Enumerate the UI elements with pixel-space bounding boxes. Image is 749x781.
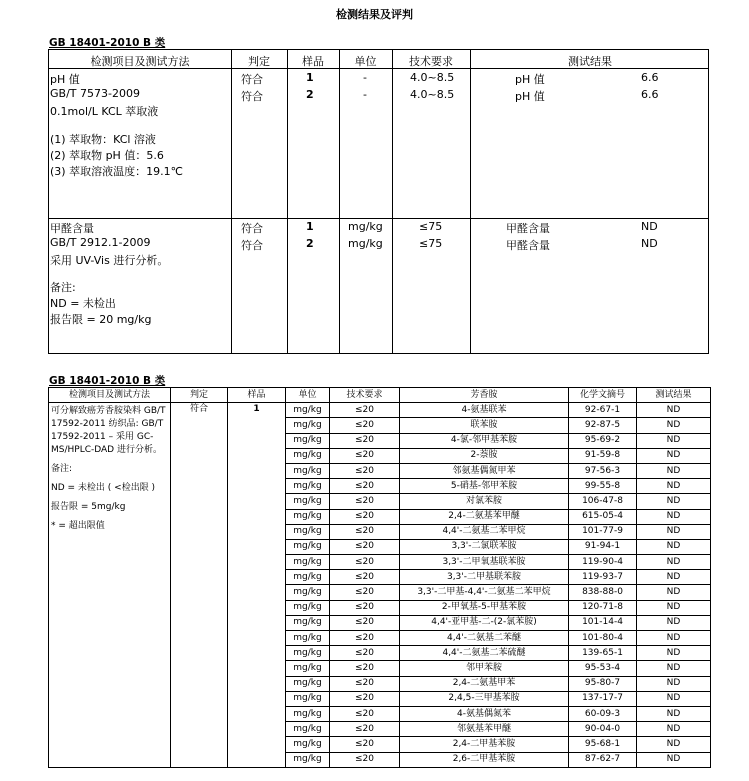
amine-cell: 4-氯-邻甲基苯胺 (400, 433, 569, 448)
result-cell: ND (637, 706, 711, 721)
unit-cell: mg/kg (286, 706, 330, 721)
ph-unit-2: - (363, 88, 367, 101)
ph-note: (1) 萃取物：KCl 溶液 (50, 133, 156, 146)
cas-cell: 615-05-4 (569, 509, 637, 524)
hcho-method-line: GB/T 2912.1-2009 (50, 236, 151, 249)
amine-cell: 2-萘胺 (400, 448, 569, 463)
requirement-cell: ≤20 (330, 691, 400, 706)
unit-cell: mg/kg (286, 585, 330, 600)
hcho-result-2: ND (641, 237, 658, 250)
amine-cell: 4-氨基联苯 (400, 403, 569, 418)
unit-cell: mg/kg (286, 600, 330, 615)
requirement-cell: ≤20 (330, 752, 400, 767)
unit-cell: mg/kg (286, 691, 330, 706)
unit-cell: mg/kg (286, 509, 330, 524)
hcho-note: 备注: (50, 281, 76, 294)
hcho-result-1: ND (641, 220, 658, 233)
note-label: 备注: (51, 464, 73, 475)
ph-result-2: 6.6 (641, 88, 659, 101)
cas-cell: 95-80-7 (569, 676, 637, 691)
hcho-unit-1: mg/kg (348, 220, 383, 233)
ph-note: (2) 萃取物 pH 值：5.6 (50, 149, 164, 162)
unit-cell: mg/kg (286, 661, 330, 676)
result-cell: ND (637, 676, 711, 691)
hcho-note: ND = 未检出 (50, 297, 116, 310)
header-judge: 判定 (248, 55, 270, 68)
unit-cell: mg/kg (286, 539, 330, 554)
cas-cell: 91-94-1 (569, 539, 637, 554)
result-cell: ND (637, 403, 711, 418)
header-unit: 单位 (354, 55, 377, 68)
sample-cell: 1 (228, 403, 286, 768)
requirement-cell: ≤20 (330, 403, 400, 418)
requirement-cell: ≤20 (330, 646, 400, 661)
result-cell: ND (637, 479, 711, 494)
unit-cell: mg/kg (286, 555, 330, 570)
unit-cell: mg/kg (286, 737, 330, 752)
ph-item-1: pH 值 (515, 73, 545, 86)
header-judge: 判定 (171, 388, 228, 403)
unit-cell: mg/kg (286, 418, 330, 433)
requirement-cell: ≤20 (330, 463, 400, 478)
cas-cell: 139-65-1 (569, 646, 637, 661)
amine-cell: 2-甲氧基-5-甲基苯胺 (400, 600, 569, 615)
cas-cell: 60-09-3 (569, 706, 637, 721)
hcho-unit-2: mg/kg (348, 237, 383, 250)
requirement-cell: ≤20 (330, 600, 400, 615)
ph-judge-2: 符合 (241, 90, 263, 103)
amine-cell: 4,4'-二氨基二苯甲烷 (400, 524, 569, 539)
requirement-cell: ≤20 (330, 494, 400, 509)
result-cell: ND (637, 418, 711, 433)
unit-cell: mg/kg (286, 403, 330, 418)
requirement-cell: ≤20 (330, 615, 400, 630)
amine-cell: 5-硝基-邻甲苯胺 (400, 479, 569, 494)
unit-cell: mg/kg (286, 722, 330, 737)
result-cell: ND (637, 631, 711, 646)
amine-cell: 3,3'-二甲基-4,4'-二氨基二苯甲烷 (400, 585, 569, 600)
amine-cell: 邻氨基偶氮甲苯 (400, 463, 569, 478)
result-cell: ND (637, 752, 711, 767)
method-text: 可分解致癌芳香胺染料 GB/T 17592-2011 纺织品: GB/T 17592-2011 – 采用 GC-MS/HPLC-DAD 进行分析。 (51, 406, 166, 456)
header-sample: 样品 (302, 55, 324, 68)
azo-amine-table (48, 387, 711, 768)
hcho-req-1: ≤75 (419, 220, 443, 233)
requirement-cell: ≤20 (330, 418, 400, 433)
unit-cell: mg/kg (286, 494, 330, 509)
ph-method-line: pH 值 (50, 73, 80, 86)
requirement-cell: ≤20 (330, 479, 400, 494)
requirement-cell: ≤20 (330, 737, 400, 752)
cas-cell: 95-69-2 (569, 433, 637, 448)
requirement-cell: ≤20 (330, 433, 400, 448)
unit-cell: mg/kg (286, 646, 330, 661)
result-cell: ND (637, 585, 711, 600)
requirement-cell: ≤20 (330, 631, 400, 646)
header-method: 检测项目及测试方法 (90, 55, 190, 68)
amine-cell: 邻甲苯胺 (400, 661, 569, 676)
unit-cell: mg/kg (286, 615, 330, 630)
hcho-method-line: 甲醛含量 (50, 222, 94, 235)
result-cell: ND (637, 570, 711, 585)
ph-req-2: 4.0~8.5 (410, 88, 455, 101)
requirement-cell: ≤20 (330, 539, 400, 554)
table-header-row (49, 388, 711, 403)
cas-cell: 92-67-1 (569, 403, 637, 418)
result-cell: ND (637, 737, 711, 752)
header-requirement: 技术要求 (330, 388, 400, 403)
cas-cell: 119-90-4 (569, 555, 637, 570)
cas-cell: 95-68-1 (569, 737, 637, 752)
note-nd: ND = 未检出 ( <检出限 ) (51, 483, 156, 494)
unit-cell: mg/kg (286, 433, 330, 448)
result-cell: ND (637, 691, 711, 706)
result-cell: ND (637, 433, 711, 448)
method-description (49, 403, 171, 768)
header-method: 检测项目及测试方法 (49, 388, 171, 403)
requirement-cell: ≤20 (330, 509, 400, 524)
result-cell: ND (637, 615, 711, 630)
ph-judge-1: 符合 (241, 73, 263, 86)
header-unit: 单位 (286, 388, 330, 403)
amine-cell: 3,3'-二甲基联苯胺 (400, 570, 569, 585)
note-exceed: * = 超出限值 (51, 521, 105, 532)
section2-heading: GB 18401-2010 B 类 (49, 375, 166, 387)
hcho-judge-2: 符合 (241, 239, 263, 252)
cas-cell: 95-53-4 (569, 661, 637, 676)
unit-cell: mg/kg (286, 479, 330, 494)
cas-cell: 91-59-8 (569, 448, 637, 463)
page-title: 检测结果及评判 (336, 8, 413, 21)
judge-cell: 符合 (171, 403, 228, 768)
cas-cell: 838-88-0 (569, 585, 637, 600)
cas-cell: 120-71-8 (569, 600, 637, 615)
ph-result-1: 6.6 (641, 71, 659, 84)
amine-cell: 2,4-二氨基甲苯 (400, 676, 569, 691)
header-sample: 样品 (228, 388, 286, 403)
table-row (49, 403, 711, 418)
unit-cell: mg/kg (286, 524, 330, 539)
amine-cell: 对氯苯胺 (400, 494, 569, 509)
hcho-note: 报告限 = 20 mg/kg (50, 313, 152, 326)
requirement-cell: ≤20 (330, 448, 400, 463)
unit-cell: mg/kg (286, 570, 330, 585)
unit-cell: mg/kg (286, 448, 330, 463)
result-cell: ND (637, 539, 711, 554)
amine-cell: 4,4'-亚甲基-二-(2-氯苯胺) (400, 615, 569, 630)
unit-cell: mg/kg (286, 631, 330, 646)
header-result: 测试结果 (568, 55, 612, 68)
result-cell: ND (637, 600, 711, 615)
ph-unit-1: - (363, 71, 367, 84)
requirement-cell: ≤20 (330, 661, 400, 676)
requirement-cell: ≤20 (330, 706, 400, 721)
header-result: 测试结果 (637, 388, 711, 403)
cas-cell: 106-47-8 (569, 494, 637, 509)
cas-cell: 92-87-5 (569, 418, 637, 433)
hcho-item-2: 甲醛含量 (506, 239, 550, 252)
unit-cell: mg/kg (286, 752, 330, 767)
ph-method-line: GB/T 7573-2009 (50, 87, 140, 100)
unit-cell: mg/kg (286, 463, 330, 478)
cas-cell: 101-14-4 (569, 615, 637, 630)
result-cell: ND (637, 463, 711, 478)
ph-note: (3) 萃取溶液温度：19.1℃ (50, 165, 183, 178)
header-cas: 化学文摘号 (569, 388, 637, 403)
result-cell: ND (637, 555, 711, 570)
requirement-cell: ≤20 (330, 570, 400, 585)
header-requirement: 技术要求 (409, 55, 453, 68)
amine-cell: 2,6-二甲基苯胺 (400, 752, 569, 767)
cas-cell: 137-17-7 (569, 691, 637, 706)
result-cell: ND (637, 448, 711, 463)
ph-item-2: pH 值 (515, 90, 545, 103)
ph-formaldehyde-table (48, 49, 709, 354)
requirement-cell: ≤20 (330, 555, 400, 570)
cas-cell: 97-56-3 (569, 463, 637, 478)
hcho-method-line: 采用 UV-Vis 进行分析。 (50, 254, 169, 267)
cas-cell: 87-62-7 (569, 752, 637, 767)
amine-cell: 4,4'-二氨基二苯醚 (400, 631, 569, 646)
requirement-cell: ≤20 (330, 722, 400, 737)
hcho-req-2: ≤75 (419, 237, 443, 250)
amine-cell: 邻氨基苯甲醚 (400, 722, 569, 737)
header-amine: 芳香胺 (400, 388, 569, 403)
cas-cell: 99-55-8 (569, 479, 637, 494)
requirement-cell: ≤20 (330, 524, 400, 539)
hcho-sample-2: 2 (306, 237, 314, 250)
result-cell: ND (637, 646, 711, 661)
amine-cell: 联苯胺 (400, 418, 569, 433)
ph-method-line: 0.1mol/L KCL 萃取液 (50, 105, 159, 118)
amine-cell: 3,3'-二甲氧基联苯胺 (400, 555, 569, 570)
hcho-judge-1: 符合 (241, 222, 263, 235)
amine-cell: 4,4'-二氨基二苯硫醚 (400, 646, 569, 661)
ph-sample-1: 1 (306, 71, 314, 84)
hcho-sample-1: 1 (306, 220, 314, 233)
amine-cell: 4-氨基偶氮苯 (400, 706, 569, 721)
cas-cell: 101-80-4 (569, 631, 637, 646)
amine-cell: 3,3'-二氯联苯胺 (400, 539, 569, 554)
result-cell: ND (637, 661, 711, 676)
result-cell: ND (637, 509, 711, 524)
ph-req-1: 4.0~8.5 (410, 71, 455, 84)
cas-cell: 119-93-7 (569, 570, 637, 585)
amine-cell: 2,4,5-三甲基苯胺 (400, 691, 569, 706)
unit-cell: mg/kg (286, 676, 330, 691)
cas-cell: 101-77-9 (569, 524, 637, 539)
result-cell: ND (637, 494, 711, 509)
result-cell: ND (637, 524, 711, 539)
requirement-cell: ≤20 (330, 676, 400, 691)
section1-heading: GB 18401-2010 B 类 (49, 37, 166, 49)
amine-cell: 2,4-二甲基苯胺 (400, 737, 569, 752)
note-report-limit: 报告限 = 5mg/kg (51, 502, 126, 513)
ph-sample-2: 2 (306, 88, 314, 101)
amine-cell: 2,4-二氨基苯甲醚 (400, 509, 569, 524)
requirement-cell: ≤20 (330, 585, 400, 600)
result-cell: ND (637, 722, 711, 737)
cas-cell: 90-04-0 (569, 722, 637, 737)
hcho-item-1: 甲醛含量 (506, 222, 550, 235)
